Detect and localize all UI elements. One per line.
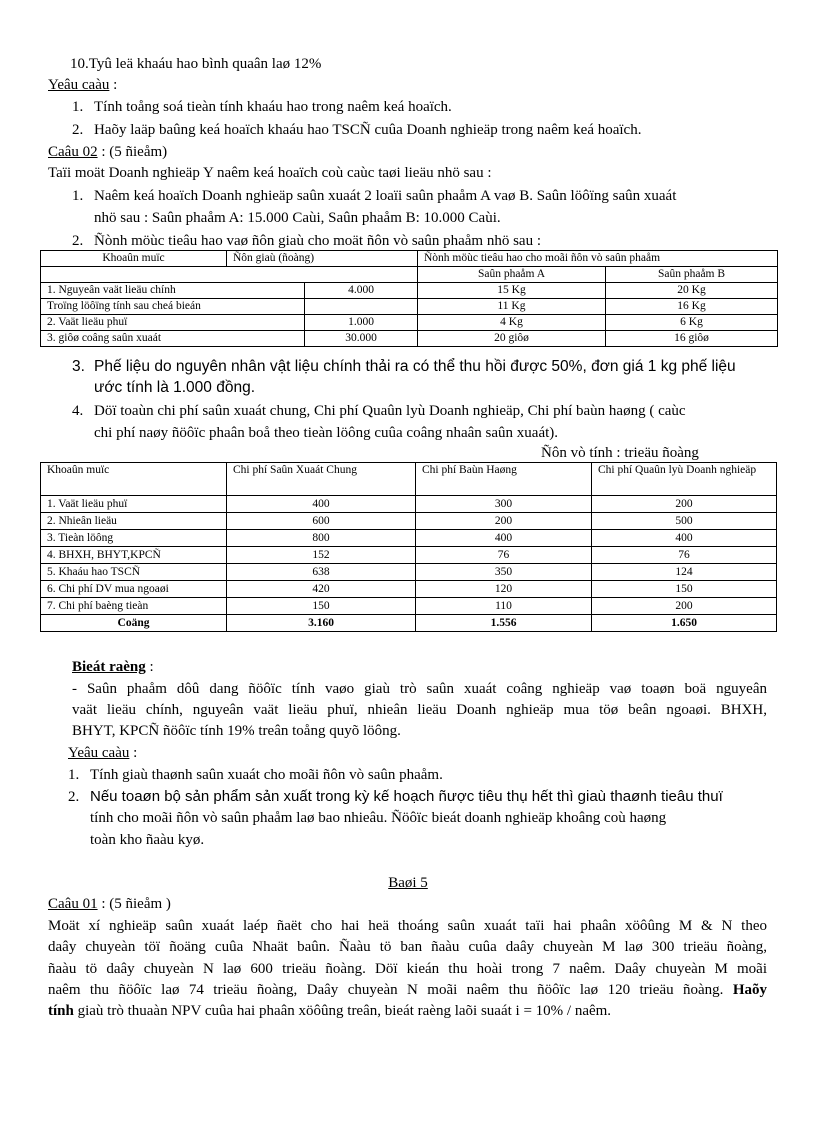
note-requirement-colon: :	[129, 745, 138, 761]
lesson-5-line-2: daây chuyeàn töï ñoäng cuûa Nhaät baûn. Ñaàu tö ban ñaàu cuûa daây chuyeàn M laø 300 trieäu ñoàng,	[48, 939, 767, 955]
total-value: 3.160	[227, 615, 416, 632]
row-name: 1. Vaät lieäu phuï	[41, 496, 227, 513]
table-row	[41, 530, 777, 547]
q02-item-1-text: Naêm keá hoaïch Doanh nghieäp saûn xuaát 2 loaïi saûn phaåm A vaø B. Saûn löôïng saûn xuaát	[94, 188, 677, 204]
row-name: 5. Khaáu hao TSCÑ	[41, 564, 227, 581]
q02-item-4-line-2: chi phí naøy ñöôïc phaân boå theo tieàn löông cuûa coâng nhaân saûn xuaát).	[94, 425, 559, 441]
lesson-5-line-5-bold: tính	[48, 1003, 74, 1019]
row-name: 6. Chi phí DV mua ngoaøi	[41, 581, 227, 598]
q02-item-3-line-1: 3. Phế liệu do nguyên nhân vật liệu chính thải ra có thể thu hồi được 50%, đơn giá 1 kg phế liệu	[72, 358, 736, 375]
row-value: 120	[416, 581, 592, 598]
cost-estimate-table	[40, 462, 777, 632]
lesson-5-line-5	[48, 1001, 611, 1021]
row-name: 3. Tieàn löông	[41, 530, 227, 547]
row-value: 200	[592, 496, 777, 513]
lesson-5-question-heading	[48, 894, 171, 914]
row-price: 30.000	[305, 331, 418, 347]
row-value: 200	[416, 513, 592, 530]
note-requirement-2-text: Nếu toaøn bộ sản phẩm sản xuất trong kỳ kế hoạch ñược tiêu thụ hết thì giaù thaønh tieâu thuï	[90, 788, 723, 805]
table-row	[41, 581, 777, 598]
note-label: Bieát raèng	[72, 659, 146, 675]
header-blank	[41, 267, 418, 283]
table-row	[41, 283, 778, 299]
header-cell: Chi phí Quaûn lyù Doanh nghieäp	[592, 463, 777, 496]
row-price	[305, 299, 418, 315]
table-row	[41, 513, 777, 530]
lesson-5-line-3: ñaàu tö daây chuyeàn N laø 600 trieäu ñoàng. Döï kieán thu hoài trong 7 naêm. Daây chuyeàn M moãi	[48, 961, 767, 977]
note-requirement-2-line-2: tính cho moãi ñôn vò saûn phaåm laø bao nhieâu. Ñöôïc bieát doanh nghieäp khoâng coù haøng	[90, 810, 667, 826]
note-requirement-2-line-3: toàn kho ñaàu kyø.	[90, 832, 205, 848]
row-value: 300	[416, 496, 592, 513]
norms-table	[40, 250, 778, 347]
lesson-5-question-label: Caâu 01	[48, 896, 98, 912]
row-value: 110	[416, 598, 592, 615]
question-02-label: Caâu 02	[48, 144, 98, 160]
requirement-colon: :	[109, 77, 118, 93]
lesson-5-line-4	[48, 980, 767, 1000]
note-requirement-2-line-1: 2. Nếu toaøn bộ sản phẩm sản xuất trong kỳ kế hoạch ñược tiêu thụ hết thì giaù thaønh tieâu thuï	[68, 788, 723, 805]
requirement-2-text: Haõy laäp baûng keá hoaïch khaáu hao TSCÑ cuûa Doanh nghieäp trong naêm keá hoaïch.	[94, 122, 642, 138]
q02-item-4-line-1: 4. Döï toaùn chi phí saûn xuaát chung, Chi phí Quaûn lyù Doanh nghieäp, Chi phí baùn haøng ( caùc	[72, 403, 686, 419]
row-b: 6 Kg	[606, 315, 778, 331]
question-02-heading	[48, 142, 167, 162]
note-requirement-heading	[68, 743, 137, 763]
row-a: 4 Kg	[418, 315, 606, 331]
row-a: 15 Kg	[418, 283, 606, 299]
row-a: 20 giôø	[418, 331, 606, 347]
row-value: 76	[592, 547, 777, 564]
row-value: 350	[416, 564, 592, 581]
header-cell: Khoaûn muïc	[41, 463, 227, 496]
note-line-2: vaät lieäu chính, nguyeân vaät lieäu phuï, nhieân lieäu Doanh nghieäp mua töø beân ngoaøi. BHXH,	[72, 702, 767, 718]
row-name: 4. BHXH, BHYT,KPCÑ	[41, 547, 227, 564]
unit-label: Ñôn vò tính : trieäu ñoàng	[541, 445, 699, 461]
lesson-5-line-4-bold: Haõy	[732, 982, 767, 998]
table-row	[41, 267, 778, 283]
row-value: 76	[416, 547, 592, 564]
header-price: Ñôn giaù (ñoàng)	[227, 251, 418, 267]
row-price: 1.000	[305, 315, 418, 331]
row-value: 124	[592, 564, 777, 581]
lesson-5-line-1: Moät xí nghieäp saûn xuaát laép ñaët cho hai heä thoáng saûn xuaát taïi hai phaân xöôûng M & N theo	[48, 918, 767, 934]
q02-item-3-line-2: ước tính là 1.000 đồng.	[94, 379, 256, 396]
header-cell: Chi phí Baùn Haøng	[416, 463, 592, 496]
header-cell: Chi phí Saûn Xuaát Chung	[227, 463, 416, 496]
row-value: 400	[416, 530, 592, 547]
row-b: 20 Kg	[606, 283, 778, 299]
table-row	[41, 496, 777, 513]
lesson-5-title: Baøi 5	[388, 875, 428, 891]
row-value: 150	[592, 581, 777, 598]
requirement-1: 1. Tính toång soá tieàn tính khaáu hao trong naêm keá hoaïch.	[72, 99, 452, 115]
row-a: 11 Kg	[418, 299, 606, 315]
row-name: Troïng löôïng tính sau cheá bieán	[41, 299, 305, 315]
header-norm: Ñònh möùc tieâu hao cho moãi ñôn vò saûn phaåm	[418, 251, 778, 267]
row-value: 400	[227, 496, 416, 513]
question-02-points: : (5 ñieåm)	[97, 144, 168, 160]
total-value: 1.556	[416, 615, 592, 632]
requirement-1-text: Tính toång soá tieàn tính khaáu hao trong naêm keá hoaïch.	[94, 99, 452, 115]
q02-item-2: 2. Ñònh möùc tieâu hao vaø ñôn giaù cho moät ñôn vò saûn phaåm nhö sau :	[72, 233, 541, 249]
row-value: 400	[592, 530, 777, 547]
q02-item-3-text: Phế liệu do nguyên nhân vật liệu chính thải ra có thể thu hồi được 50%, đơn giá 1 kg phế liệu	[94, 358, 736, 375]
row-name: 7. Chi phí baèng tieàn	[41, 598, 227, 615]
note-heading	[72, 657, 154, 677]
requirement-2: 2. Haõy laäp baûng keá hoaïch khaáu hao TSCÑ cuûa Doanh nghieäp trong naêm keá hoaïch.	[72, 122, 642, 138]
item-10: 10.Tyû leä khaáu hao bình quaân laø 12%	[70, 56, 322, 72]
row-b: 16 giôø	[606, 331, 778, 347]
note-requirement-1-text: Tính giaù thaønh saûn xuaát cho moãi ñôn vò saûn phaåm.	[90, 767, 443, 783]
row-name: 2. Vaät lieäu phuï	[41, 315, 305, 331]
question-02-intro: Taïi moät Doanh nghieäp Y naêm keá hoaïch coù caùc taøi lieäu nhö sau :	[48, 165, 492, 181]
table-row	[41, 598, 777, 615]
table-row	[41, 547, 777, 564]
row-name: 1. Nguyeân vaät lieäu chính	[41, 283, 305, 299]
lesson-5-line-5-text: giaù trò thuaàn NPV cuûa hai phaân xöôûng treân, bieát raèng laõi suaát i = 10% / naêm.	[73, 1003, 612, 1019]
note-colon: :	[145, 659, 154, 675]
row-value: 600	[227, 513, 416, 530]
table-row	[41, 331, 778, 347]
row-value: 500	[592, 513, 777, 530]
note-line-1: - Saûn phaåm dôû dang ñöôïc tính vaøo giaù trò saûn xuaát coâng nghieäp vaø toaøn boä nguyeân	[72, 681, 767, 697]
row-value: 420	[227, 581, 416, 598]
lesson-5-line-4-text: naêm thu ñöôïc laø 74 trieäu ñoàng, Daây chuyeàn N moãi naêm thu ñöôïc laø 120 trieäu ñoàng.	[48, 982, 733, 998]
row-price: 4.000	[305, 283, 418, 299]
note-requirement-1: 1. Tính giaù thaønh saûn xuaát cho moãi ñôn vò saûn phaåm.	[68, 767, 443, 783]
q02-item-4-text: Döï toaùn chi phí saûn xuaát chung, Chi phí Quaûn lyù Doanh nghieäp, Chi phí baùn haøng ( caùc	[94, 403, 686, 419]
q02-item-1-line-2: nhö sau : Saûn phaåm A: 15.000 Caùi, Saûn phaåm B: 10.000 Caùi.	[94, 210, 501, 226]
header-item: Khoaûn muïc	[41, 251, 227, 267]
table-row	[41, 564, 777, 581]
row-value: 152	[227, 547, 416, 564]
header-product-b: Saûn phaåm B	[606, 267, 778, 283]
total-value: 1.650	[592, 615, 777, 632]
row-value: 638	[227, 564, 416, 581]
row-b: 16 Kg	[606, 299, 778, 315]
row-value: 150	[227, 598, 416, 615]
row-value: 800	[227, 530, 416, 547]
row-name: 2. Nhieân lieäu	[41, 513, 227, 530]
table-row	[41, 251, 778, 267]
table-row	[41, 315, 778, 331]
table-total-row	[41, 615, 777, 632]
note-line-3: BHYT, KPCÑ ñöôïc tính 19% treân toång quyõ löông.	[72, 723, 401, 739]
requirement-label: Yeâu caàu	[48, 77, 110, 93]
note-requirement-label: Yeâu caàu	[68, 745, 130, 761]
q02-item-2-text: Ñònh möùc tieâu hao vaø ñôn giaù cho moät ñôn vò saûn phaåm nhö sau :	[94, 233, 541, 249]
header-product-a: Saûn phaåm A	[418, 267, 606, 283]
requirement-heading	[48, 75, 117, 95]
table-row	[41, 299, 778, 315]
row-name: 3. giôø coâng saûn xuaát	[41, 331, 305, 347]
row-value: 200	[592, 598, 777, 615]
q02-item-1-line-1: 1. Naêm keá hoaïch Doanh nghieäp saûn xuaát 2 loaïi saûn phaåm A vaø B. Saûn löôïng saûn xuaát	[72, 188, 677, 204]
total-label: Coäng	[41, 615, 227, 632]
table-header-row	[41, 463, 777, 496]
lesson-5-question-points: : (5 ñieåm )	[97, 896, 171, 912]
